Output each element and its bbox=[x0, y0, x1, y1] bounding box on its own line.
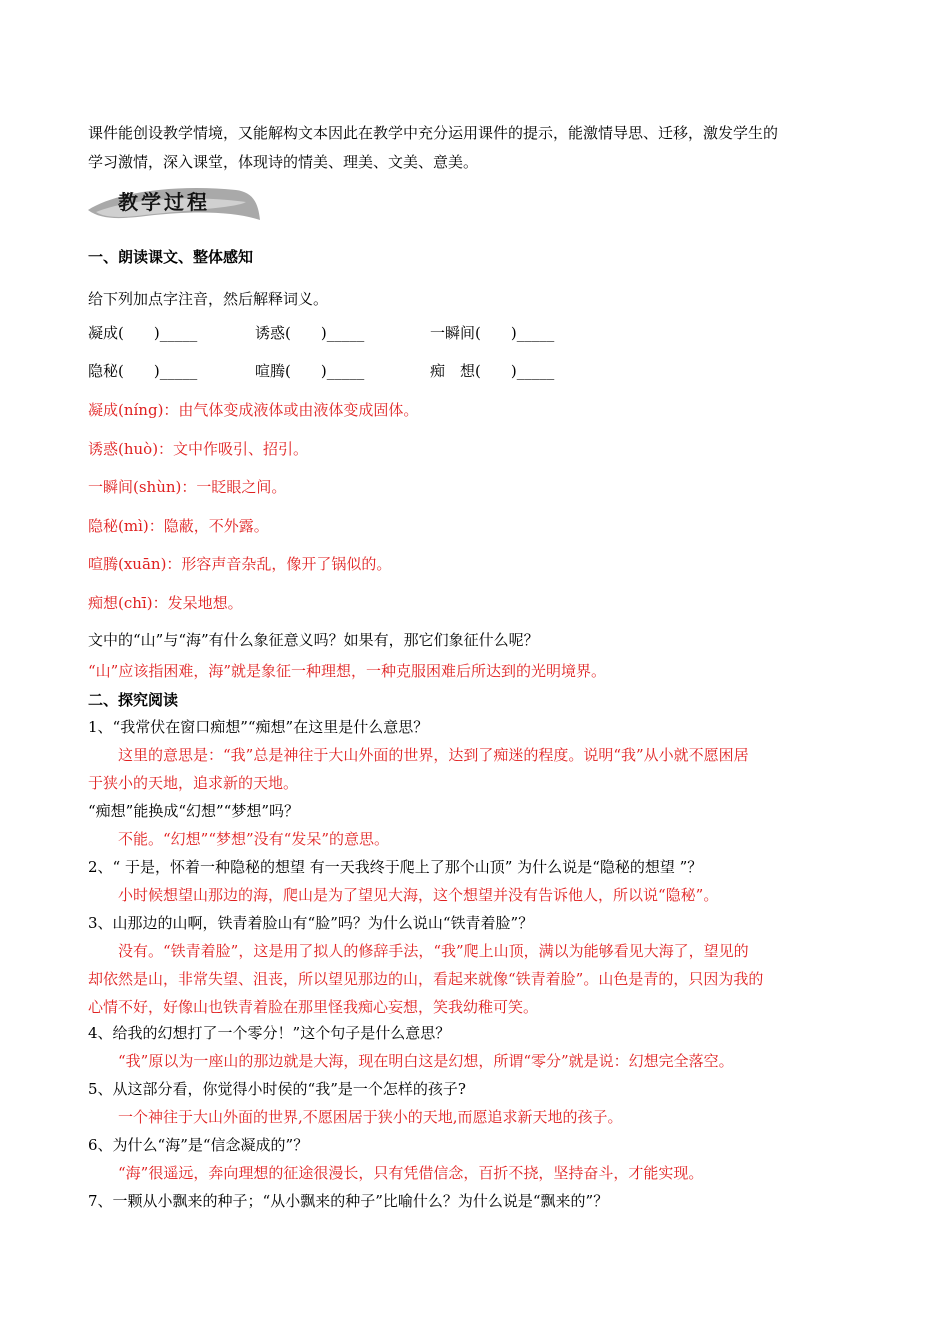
vocab-word: 凝成 bbox=[88, 324, 119, 342]
vocab-word: 痴 想 bbox=[430, 362, 476, 380]
vocab-blank: ( )_____ bbox=[118, 362, 198, 380]
vocab-blank: ( )_____ bbox=[475, 324, 555, 342]
vocab-item bbox=[255, 361, 364, 381]
section1-heading: 一、朗读课文、整体感知 bbox=[88, 248, 254, 266]
vocab-word: 喧腾 bbox=[255, 362, 286, 380]
question-1: 1、“我常伏在窗口痴想”“痴想”在这里是什么意思？ bbox=[88, 718, 429, 736]
vocab-blank: ( )_____ bbox=[475, 362, 555, 380]
vocab-blank: ( )_____ bbox=[118, 324, 198, 342]
question-5: 5、从这部分看，你觉得小时侯的“我”是一个怎样的孩子? bbox=[88, 1080, 466, 1098]
question-7: 7、一颗从小飘来的种子；“从小飘来的种子”比喻什么？为什么说是“飘来的”？ bbox=[88, 1192, 609, 1210]
answer-1-line-1: 这里的意思是：“我”总是神往于大山外面的世界，达到了痴迷的程度。说明“我”从小就不愿困居 bbox=[118, 746, 749, 764]
vocab-answer: 隐秘(mì)：隐蔽，不外露。 bbox=[88, 517, 269, 535]
answer-3-line-2: 却依然是山，非常失望、沮丧，所以望见那边的山，看起来就像“铁青着脸”。山色是青的，只因为我的 bbox=[88, 970, 764, 988]
vocab-item bbox=[430, 323, 554, 343]
vocab-answer: 一瞬间(shùn)：一眨眼之间。 bbox=[88, 478, 287, 496]
vocab-answer: 喧腾(xuān)：形容声音杂乱，像开了锅似的。 bbox=[88, 555, 392, 573]
symbol-question: 文中的“山”与“海”有什么象征意义吗？如果有，那它们象征什么呢？ bbox=[88, 631, 539, 649]
vocab-item bbox=[255, 323, 364, 343]
vocab-answer: 痴想(chī)：发呆地想。 bbox=[88, 594, 243, 612]
question-2: 2、“ 于是，怀着一种隐秘的想望 有一天我终于爬上了那个山顶” 为什么说是“隐秘的想望 ”？ bbox=[88, 858, 703, 876]
vocab-word: 一瞬间 bbox=[430, 324, 476, 342]
section2-heading: 二、探究阅读 bbox=[88, 691, 179, 709]
question-1b: “痴想”能换成“幻想”“梦想”吗？ bbox=[88, 802, 300, 820]
answer-5: 一个神往于大山外面的世界,不愿困居于狭小的天地,而愿追求新天地的孩子。 bbox=[118, 1108, 623, 1126]
answer-3-line-3: 心情不好，好像山也铁青着脸在那里怪我痴心妄想，笑我幼稚可笑。 bbox=[88, 998, 539, 1016]
question-6: 6、为什么“海”是“信念凝成的”？ bbox=[88, 1136, 309, 1154]
question-3: 3、山那边的山啊，铁青着脸山有“脸”吗？为什么说山“铁青着脸”？ bbox=[88, 914, 534, 932]
answer-1b: 不能。“幻想”“梦想”没有“发呆”的意思。 bbox=[118, 830, 390, 848]
vocab-answer: 凝成(níng)：由气体变成液体或由液体变成固体。 bbox=[88, 401, 419, 419]
vocab-blank: ( )_____ bbox=[285, 362, 365, 380]
vocab-answer: 诱惑(huò)：文中作吸引、招引。 bbox=[88, 440, 309, 458]
vocab-item bbox=[430, 361, 554, 381]
vocab-word: 隐秘 bbox=[88, 362, 119, 380]
vocab-item bbox=[88, 361, 197, 381]
intro-line-1: 课件能创设教学情境，又能解构文本因此在教学中充分运用课件的提示，能激情导思、迁移，激发学生的 bbox=[88, 124, 779, 142]
section1-instruction: 给下列加点字注音，然后解释词义。 bbox=[88, 290, 329, 308]
symbol-answer: “山”应该指困难，海”就是象征一种理想，一种克服困难后所达到的光明境界。 bbox=[88, 662, 607, 680]
answer-1-line-2: 于狭小的天地，追求新的天地。 bbox=[88, 774, 299, 792]
answer-4: “我”原以为一座山的那边就是大海，现在明白这是幻想，所谓“零分”就是说：幻想完全落空。 bbox=[118, 1052, 734, 1070]
answer-2: 小时候想望山那边的海，爬山是为了望见大海，这个想望并没有告诉他人，所以说“隐秘”。 bbox=[118, 886, 719, 904]
vocab-word: 诱惑 bbox=[255, 324, 286, 342]
vocab-item bbox=[88, 323, 197, 343]
question-4: 4、给我的幻想打了一个零分！”这个句子是什么意思？ bbox=[88, 1024, 451, 1042]
answer-3-line-1: 没有。“铁青着脸”，这是用了拟人的修辞手法，“我”爬上山顶，满以为能够看见大海了，望见的 bbox=[118, 942, 749, 960]
vocab-blank: ( )_____ bbox=[285, 324, 365, 342]
answer-6: “海”很遥远，奔向理想的征途很漫长，只有凭借信念，百折不挠，坚持奋斗，才能实现。 bbox=[118, 1164, 704, 1182]
intro-line-2: 学习激情，深入课堂，体现诗的情美、理美、文美、意美。 bbox=[88, 153, 479, 171]
banner-title: 教学过程 bbox=[118, 190, 210, 214]
